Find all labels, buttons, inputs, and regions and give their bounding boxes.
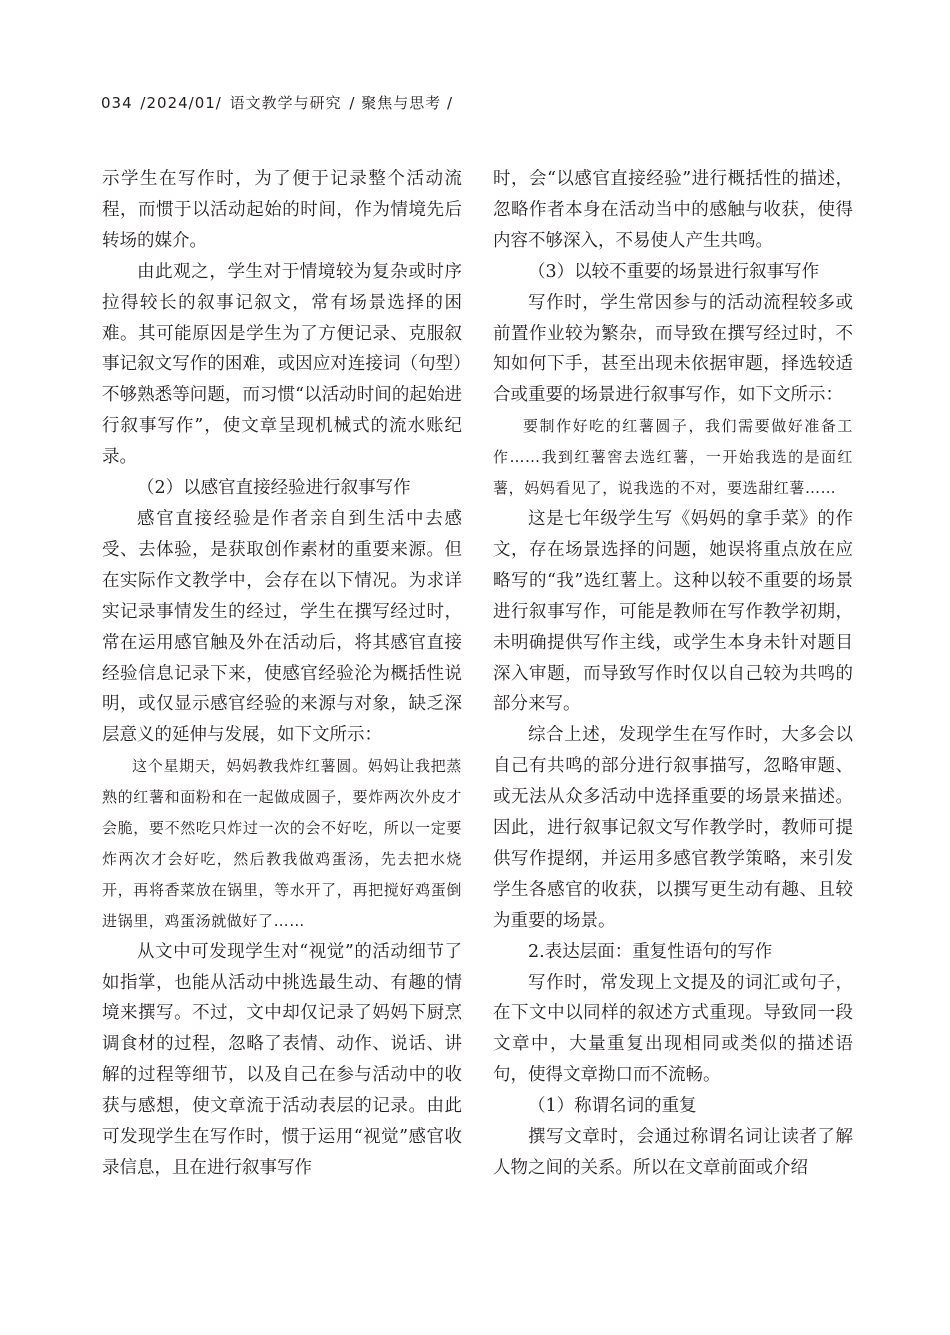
issue-label: /2024/01/ <box>140 94 222 112</box>
section-heading: 2.表达层面：重复性语句的写作 <box>528 941 773 962</box>
subheading: （2）以感官直接经验进行叙事写作 <box>137 478 411 499</box>
paragraph: 撰写文章时，会通过称谓名词让读者了解人物之间的关系。所以在文章前面或介绍 <box>493 1127 853 1178</box>
student-excerpt: 要制作好吃的红薯圆子，我们需要做好准备工作……我到红薯窖去选红薯，一开始我选的是面红薯，妈妈看见了，说我选的不对，要选甜红薯…… <box>493 417 853 498</box>
page-number: 034 <box>101 94 133 112</box>
paragraph-continued: 示学生在写作时，为了便于记录整个活动流程，而惯于以活动起始的时间，作为情境先后转场的媒介。 <box>102 169 462 251</box>
journal-title: 语文教学与研究 <box>229 94 342 112</box>
paragraph: 这是七年级学生写《妈妈的拿手菜》的作文，存在场景选择的问题，她误将重点放在应略写的“我”选红薯上。这种以较不重要的场景进行叙事写作，可能是教师在写作教学初期，未明确提供写作主线，或学生本身未针对题目深入审题，而导致写作时仅以自己较为共鸣的部分来写。 <box>493 508 853 715</box>
left-column <box>102 164 462 1184</box>
right-column <box>493 164 853 1184</box>
paragraph-continued: 时，会“以感官直接经验”进行概括性的描述，忽略作者本身在活动当中的感触与收获，使得内容不够深入，不易使人产生共鸣。 <box>493 169 853 251</box>
paragraph: 感官直接经验是作者亲自到生活中去感受、去体验，是获取创作素材的重要来源。但在实际作文教学中，会存在以下情况。为求详实记录事情发生的经过，学生在撰写经过时，常在运用感官触及外在活动后，将其感官直接经验信息记录下来，使感官经验沦为概括性说明，或仅显示感官经验的来源与对象，缺乏深层意义的延伸与发展，如下文所示： <box>102 508 462 746</box>
subheading: （3）以较不重要的场景进行叙事写作 <box>528 261 820 282</box>
section-label: / 聚焦与思考 / <box>349 94 454 112</box>
subheading: （1）称谓名词的重复 <box>528 1096 697 1117</box>
paragraph: 写作时，常发现上文提及的词汇或句子，在下文中以同样的叙述方式重现。导致同一段文章中，大量重复出现相同或类似的描述语句，使得文章拗口而不流畅。 <box>493 972 853 1086</box>
running-header <box>101 92 455 113</box>
paragraph: 写作时，学生常因参与的活动流程较多或前置作业较为繁杂，而导致在撰写经过时，不知如何下手，甚至出现未依据审题，择选较适合或重要的场景进行叙事写作，如下文所示： <box>493 292 853 406</box>
paragraph: 从文中可发现学生对“视觉”的活动细节了如指掌，也能从活动中挑选最生动、有趣的情境来撰写。不过，文中却仅记录了妈妈下厨烹调食材的过程，忽略了表情、动作、说话、讲解的过程等细节，以及自己在参与活动中的收获与感想，使文章流于活动表层的记录。由此可发现学生在写作时，惯于运用“视觉”感官收录信息，且在进行叙事写作 <box>102 941 462 1178</box>
paragraph: 由此观之，学生对于情境较为复杂或时序拉得较长的叙事记叙文，常有场景选择的困难。其可能原因是学生为了方便记录、克服叙事记叙文写作的困难，或因应对连接词（句型）不够熟悉等问题，而习惯“以活动时间的起始进行叙事写作”，使文章呈现机械式的流水账纪录。 <box>102 261 462 468</box>
student-excerpt: 这个星期天，妈妈教我炸红薯圆。妈妈让我把蒸熟的红薯和面粉和在一起做成圆子，要炸两次外皮才会脆，要不然吃只炸过一次的会不好吃，所以一定要炸两次才会好吃，然后教我做鸡蛋汤，先去把水烧开，再将香菜放在锅里，等水开了，再把搅好鸡蛋倒进锅里，鸡蛋汤就做好了…… <box>102 757 462 930</box>
paragraph: 综合上述，发现学生在写作时，大多会以自己有共鸣的部分进行叙事描写，忽略审题、或无法从众多活动中选择重要的场景来描述。因此，进行叙事记叙文写作教学时，教师可提供写作提纲，并运用多感官教学策略，来引发学生各感官的收获，以撰写更生动有趣、且较为重要的场景。 <box>493 725 853 931</box>
